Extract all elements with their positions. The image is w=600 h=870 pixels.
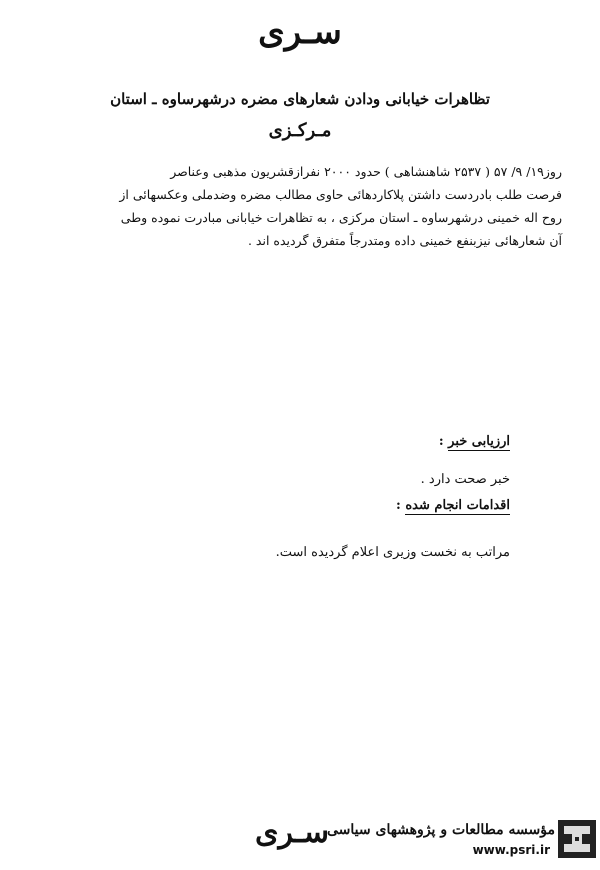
report-body — [42, 160, 562, 252]
document-subtitle: مـرکـزی — [268, 120, 332, 141]
document-title: تظاهرات خیابانی ودادن شعارهای مضره درشهرساوه ـ استان — [110, 90, 490, 108]
classification-mark-bottom: سـرى — [255, 815, 329, 850]
actions-text: مراتب به نخست وزیری اعلام گردیده است. — [275, 545, 510, 560]
evaluation-heading-label: ارزیابی خبر — [448, 434, 510, 449]
report-line: روح اله خمینی درشهرساوه ـ استان مرکزی ، به تظاهرات خیابانی مبادرت نموده وطی — [120, 210, 562, 225]
institute-name: مؤسسه مطالعات و پژوهشهای سیاسی — [327, 822, 555, 838]
report-line: روز۱۹/ ۹/ ۵۷ ( ۲۵۳۷ شاهنشاهی ) حدود ۲۰۰۰ نفرازقشریون مذهبی وعناصر — [170, 164, 562, 179]
evaluation-heading: ارزیابی خبر : — [438, 434, 510, 449]
evaluation-text: خبر صحت دارد . — [420, 472, 510, 487]
actions-heading-label: اقدامات انجام شده — [405, 498, 510, 513]
report-line: فرصت طلب بادردست داشتن پلاکاردهائی حاوی مطالب مضره وضدملی وعکسهائی از — [119, 187, 562, 202]
classification-mark-top: سـرى — [258, 12, 342, 52]
institute-url: www.psri.ir — [472, 843, 550, 857]
report-line: آن شعارهائی نیزبنفع خمینی داده ومتدرجاً متفرق گردیده اند . — [247, 233, 562, 248]
institute-logo-icon — [558, 820, 596, 858]
actions-heading: اقدامات انجام شده : — [396, 498, 510, 513]
